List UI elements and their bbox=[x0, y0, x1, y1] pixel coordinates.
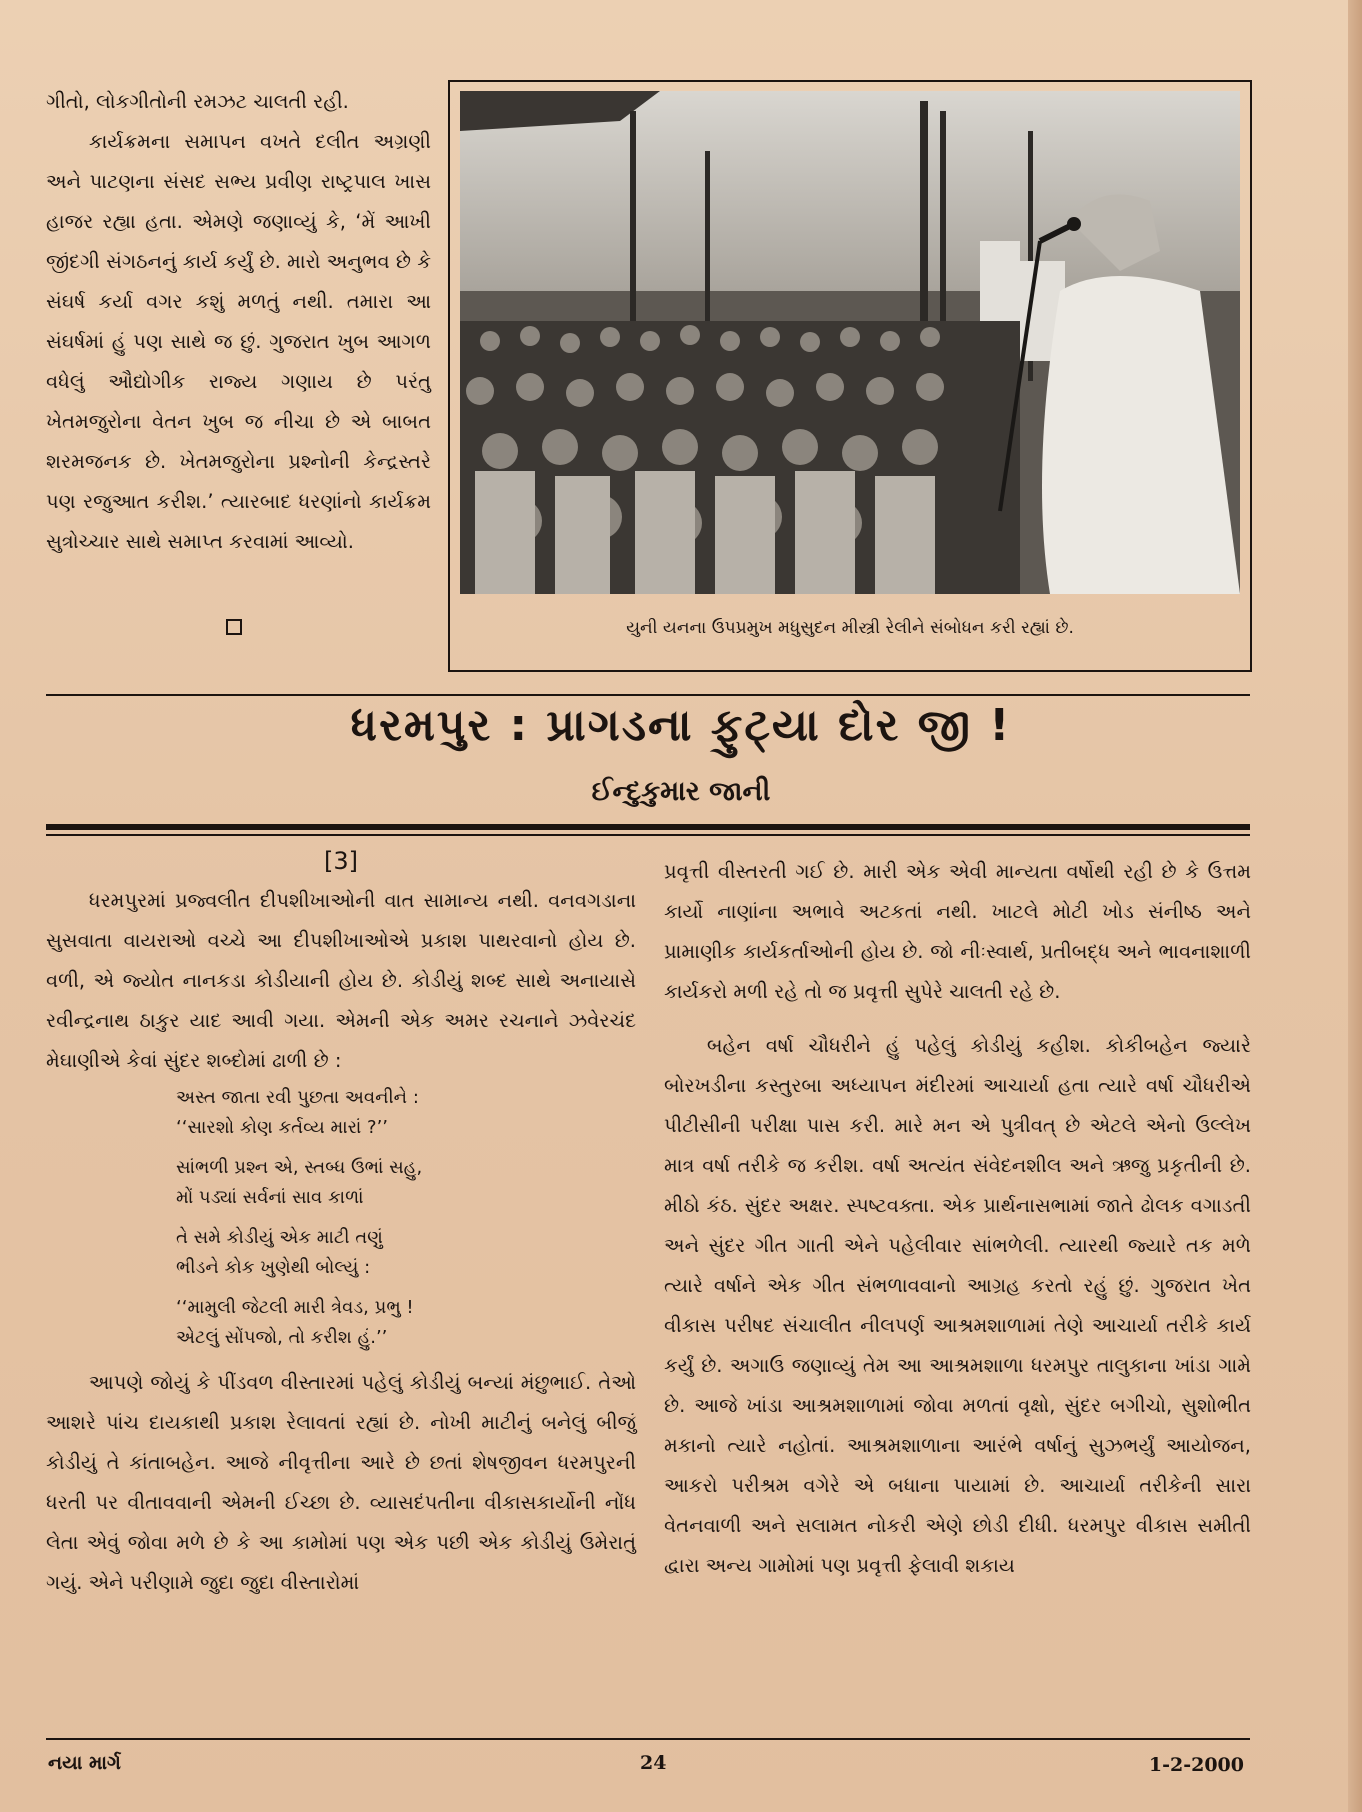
page-number: 24 bbox=[640, 1752, 667, 1774]
poem-stanza bbox=[176, 1223, 636, 1283]
paragraph-3: પ્રવૃત્તી વીસ્તરતી ગઈ છે. મારી એક એવી માન્યતા વર્ષોથી રહી છે કે ઉત્તમ કાર્યો નાણાંના અભાવે અટકતાં નથી. ખાટલે મોટી ખોડ સંનીષ્ઠ અને પ્રામાણીક કાર્યકર્તાઓની હોય છે. જો નીઃસ્વાર્થ, પ્રતીબદ્ધ અને ભાવનાશાળી કાર્યકરો મળી રહે તો જ પ્રવૃત્તી સુપેરે ચાલતી રહે છે. bbox=[664, 860, 1251, 1003]
poem-line: ભીડને કોક ખુણેથી બોલ્યું : bbox=[176, 1257, 371, 1278]
issue-date: 1-2-2000 bbox=[1148, 1754, 1244, 1776]
poem-line: એટલું સોંપજો, તો કરીશ હું.’’ bbox=[176, 1327, 388, 1348]
end-mark-square bbox=[226, 619, 242, 635]
poem-stanza bbox=[176, 1083, 636, 1143]
publication-name: નયા માર્ગ bbox=[48, 1752, 121, 1774]
rally-photo-illustration bbox=[460, 91, 1240, 594]
article-author: ઈન્દુકુમાર જાની bbox=[591, 776, 771, 807]
body-column-left bbox=[46, 847, 636, 1603]
paragraph-1: ધરમપુરમાં પ્રજ્વલીત દીપશીખાઓની વાત સામાન્ય નથી. વનવગડાના સુસવાતા વાયરાઓ વચ્ચે આ દીપશીખાઓએ પ્રકાશ પાથરવાનો હોય છે. વળી, એ જ્યોત નાનકડા કોડીયાની હોય છે. કોડીયું શબ્દ સાથે અનાયાસે રવીન્દ્રનાથ ઠાકુર યાદ આવી ગયા. એમની એક અમર રચનાને ઝવેરચંદ મેઘાણીએ કેવાં સુંદર શબ્દોમાં ઢાળી છે : bbox=[46, 889, 636, 1072]
title-bottom-rule-thick bbox=[46, 824, 1250, 830]
poem-line: ‘‘મામુલી જેટલી મારી ત્રેવડ, પ્રભુ ! bbox=[176, 1297, 414, 1318]
article-title: ધરમપુર : પ્રાગડના ફુટ્યા દોર જી ! bbox=[350, 700, 1012, 751]
photo-box bbox=[448, 80, 1252, 672]
top-paragraph: કાર્યક્રમના સમાપન વખતે દલીત અગ્રણી અને પાટણના સંસદ સભ્ય પ્રવીણ રાષ્ટ્રપાલ ખાસ હાજર રહ્યા હતા. એમણે જણાવ્યું કે, ‘મેં આખી જીંદગી સંગઠનનું કાર્ય કર્યું છે. મારો અનુભવ છે કે સંઘર્ષ કર્યા વગર કશું મળતું નથી. તમારા આ સંઘર્ષમાં હું પણ સાથે જ છું. ગુજરાત ખુબ આગળ વધેલું ઔદ્યોગીક રાજ્ય ગણાય છે પરંતુ ખેતમજુરોના વેતન ખુબ જ નીચા છે એ બાબત શરમજનક છે. ખેતમજુરોના પ્રશ્નોની કેન્દ્રસ્તરે પણ રજુઆત કરીશ.’ ત્યારબાદ ધરણાંનો કાર્યક્રમ સુત્રોચ્ચાર સાથે સમાપ્ત કરવામાં આવ્યો. bbox=[46, 130, 431, 553]
poem bbox=[176, 1083, 636, 1353]
paragraph-gap bbox=[664, 1012, 1251, 1026]
rally-photo bbox=[460, 91, 1240, 594]
title-top-rule bbox=[46, 694, 1250, 696]
photo-caption: યુની યનના ઉપપ્રમુખ મધુસુદન મીસ્ત્રી રેલીને સંબોધન કરી રહ્યાં છે. bbox=[626, 618, 1074, 638]
footer-rule bbox=[46, 1738, 1250, 1740]
poem-line: ‘‘સારશો કોણ કર્તવ્ય મારાં ?’’ bbox=[176, 1117, 389, 1138]
top-text-column bbox=[46, 82, 431, 562]
paragraph-2: આપણે જોયું કે પીંડવળ વીસ્તારમાં પહેલું કોડીયું બન્યાં મંછુભાઈ. તેઓ આશરે પાંચ દાયકાથી પ્રકાશ રેલાવતાં રહ્યાં છે. નોખી માટીનું બનેલું બીજું કોડીયું તે કાંતાબહેન. આજે નીવૃત્તીના આરે છે છતાં શેષજીવન ધરમપુરની ધરતી પર વીતાવવાની એમની ઈચ્છા છે. વ્યાસદંપતીના વીકાસકાર્યોની નોંધ લેતા એવું જોવા મળે છે કે આ કામોમાં પણ એક પછી એક કોડીયું ઉમેરાતું ગયું. એને પરીણામે જુદા જુદા વીસ્તારોમાં bbox=[46, 1371, 636, 1594]
poem-line: અસ્ત જાતા રવી પુછતા અવનીને : bbox=[176, 1087, 419, 1108]
part-number: [3] bbox=[324, 847, 358, 875]
poem-stanza bbox=[176, 1293, 636, 1353]
poem-line: મોં પડ્યાં સર્વનાં સાવ કાળાં bbox=[176, 1187, 364, 1208]
paragraph-4: બહેન વર્ષા ચૌધરીને હું પહેલું કોડીયું કહીશ. કોકીબહેન જ્યારે બોરખડીના કસ્તુરબા અધ્યાપન મંદીરમાં આચાર્યા હતા ત્યારે વર્ષા ચૌધરીએ પીટીસીની પરીક્ષા પાસ કરી. મારે મન એ પુત્રીવત્ છે એટલે એનો ઉલ્લેખ માત્ર વર્ષા તરીકે જ કરીશ. વર્ષા અત્યંત સંવેદનશીલ અને ઋજુ પ્રકૃતીની છે. મીઠો કંઠ. સુંદર અક્ષર. સ્પષ્ટવક્તા. એક પ્રાર્થનાસભામાં જાતે ઢોલક વગાડતી અને સુંદર ગીત ગાતી એને પહેલીવાર સાંભળેલી. ત્યારથી જ્યારે તક મળે ત્યારે વર્ષાને એક ગીત સંભળાવવાનો આગ્રહ કરતો રહું છું. ગુજરાત ખેત વીકાસ પરીષદ સંચાલીત નીલપર્ણ આશ્રમશાળામાં તેણે આચાર્યા તરીકે કાર્ય કર્યું છે. અગાઉ જણાવ્યું તેમ આ આશ્રમશાળા ધરમપુર તાલુકાના ખાંડા ગામે છે. આજે ખાંડા આશ્રમશાળામાં જોવા મળતાં વૃક્ષો, સુંદર બગીચો, સુશોભીત મકાનો ત્યારે નહોતાં. આશ્રમશાળાના આરંભે વર્ષાનું સુઝભર્યું આયોજન, આકરો પરીશ્રમ વગેરે એ બધાના પાયામાં છે. આચાર્યા તરીકેની સારા વેતનવાળી અને સલામત નોકરી એણે છોડી દીધી. ધરમપુર વીકાસ સમીતી દ્વારા અન્ય ગામોમાં પણ પ્રવૃત્તી ફેલાવી શકાય bbox=[664, 1034, 1251, 1577]
body-column-right bbox=[664, 852, 1251, 1586]
top-first-line: ગીતો, લોકગીતોની રમઝટ ચાલતી રહી. bbox=[46, 90, 349, 113]
poem-line: સાંભળી પ્રશ્ન એ, સ્તબ્ધ ઉભાં સહુ, bbox=[176, 1157, 423, 1178]
poem-stanza bbox=[176, 1153, 636, 1213]
title-bottom-rule-thin bbox=[46, 834, 1250, 836]
page-edge bbox=[1348, 0, 1362, 1812]
poem-line: તે સમે કોડીયું એક માટી તણું bbox=[176, 1227, 383, 1248]
